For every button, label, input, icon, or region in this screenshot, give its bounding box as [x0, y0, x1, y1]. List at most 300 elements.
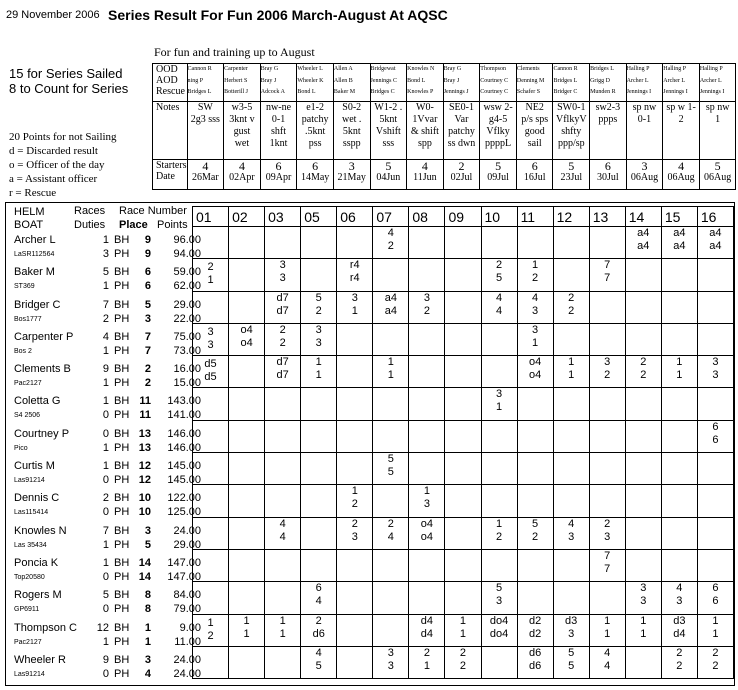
race-result-cell [193, 420, 229, 452]
bh-result: 3 [604, 356, 611, 369]
race-date: 09Jul [487, 172, 509, 183]
duty-name: Botterill J [224, 89, 248, 95]
bh-races-count: 1 [102, 234, 109, 246]
ph-result: 3 [387, 659, 394, 672]
bh-result [229, 388, 264, 401]
note-line: Var [454, 114, 469, 125]
legend-key: 20 Points for not Sailing [9, 131, 117, 143]
race-number-header-cell: 10 [481, 207, 517, 227]
ph-result [626, 337, 661, 350]
race-result-cell [589, 323, 625, 355]
race-result-cell [697, 227, 733, 259]
duty-name: Jennings C [370, 77, 398, 84]
bh-result: 5 [532, 517, 539, 530]
ph-result: 1 [207, 274, 214, 287]
race-result-cell [589, 420, 625, 452]
starters-count: 3 [348, 159, 355, 173]
race-starters-date [699, 160, 736, 190]
ph-result [229, 401, 264, 414]
sailor-row [11, 587, 201, 619]
race-notes [187, 102, 224, 160]
ph-result: 4 [387, 530, 394, 543]
race-result-cell [589, 582, 625, 614]
ph-result: 1 [568, 369, 575, 382]
ph-result: do4 [489, 627, 509, 640]
race-notes [297, 102, 334, 160]
bh-place: 1 [144, 621, 151, 634]
bh-result: 1 [712, 614, 719, 627]
ph-result [590, 498, 625, 511]
bh-result: 1 [676, 356, 683, 369]
race-result-cell [373, 323, 409, 355]
race-result-cell [697, 420, 733, 452]
note-line: SW0-1 [557, 102, 586, 113]
note-line: 1knt [269, 138, 288, 149]
race-result-cell [625, 614, 661, 646]
ph-result [590, 305, 625, 318]
ph-result [445, 337, 480, 350]
race-result-cell [625, 549, 661, 581]
ph-result [590, 434, 625, 447]
race-result-cell [553, 517, 589, 549]
race-result-cell [661, 453, 697, 485]
ph-result [554, 401, 589, 414]
note-line: w3-5 [231, 102, 253, 113]
ph-points: 94.00 [173, 248, 201, 260]
sailor-row [11, 297, 201, 329]
race-result-cell [481, 356, 517, 388]
race-result-cell [193, 291, 229, 323]
race-number-header-cell: 02 [229, 207, 265, 227]
place-header: Place [119, 219, 148, 231]
bh-points: 147.00 [167, 556, 201, 569]
ph-result: d6 [528, 659, 542, 672]
ph-label: PH [114, 603, 130, 616]
race-result-cell [481, 517, 517, 549]
ph-result [518, 595, 553, 608]
bh-result [590, 227, 625, 240]
race-duty-names [699, 64, 736, 102]
ph-result [229, 660, 264, 673]
note-line: g4-5 [488, 114, 508, 125]
note-line: e1-2 [306, 102, 325, 113]
ph-points: 15.00 [173, 377, 201, 390]
ph-result [554, 498, 589, 511]
bh-result [626, 259, 661, 272]
bh-result [301, 550, 336, 563]
ph-result [337, 563, 372, 576]
race-result-cell [553, 582, 589, 614]
ph-result: 2 [532, 530, 539, 543]
bh-result [373, 550, 408, 563]
race-result-cell [265, 356, 301, 388]
table-row [193, 227, 734, 259]
duty-name: Adcock A [260, 89, 285, 95]
starters-count: 6 [604, 159, 611, 173]
bh-result: 4 [676, 582, 683, 595]
bh-result [698, 518, 733, 531]
note-line: ppp/sp [557, 138, 585, 149]
race-result-cell [337, 453, 373, 485]
bh-result: d7 [276, 356, 289, 369]
race-starters-date [553, 160, 590, 190]
scoring-key-legend [9, 130, 117, 200]
ph-result: 1 [387, 369, 394, 382]
note-line: W1-2 . [374, 102, 403, 113]
race-result-cell [229, 291, 265, 323]
helm-name: Poncia K [14, 556, 59, 569]
bh-label: BH [114, 621, 130, 634]
race-result-cell [625, 420, 661, 452]
race-result-cell [517, 646, 553, 678]
race-result-cell [445, 614, 481, 646]
bh-result: 5 [495, 582, 503, 595]
race-result-cell [337, 227, 373, 259]
bh-result [554, 485, 589, 498]
race-result-cell [373, 259, 409, 291]
bh-label: BH [114, 266, 130, 279]
bh-result [409, 259, 444, 272]
ph-result [193, 307, 228, 320]
ph-result [698, 272, 733, 285]
table-row [193, 614, 734, 646]
bh-result [554, 259, 589, 272]
boat-id: S4 2506 [14, 412, 41, 420]
bh-place: 9 [144, 234, 151, 246]
bh-place: 3 [144, 524, 151, 537]
race-result-cell [661, 582, 697, 614]
bh-result [445, 453, 480, 466]
race-result-cell [589, 614, 625, 646]
bh-result [554, 388, 589, 401]
race-result-cell [229, 227, 265, 259]
note-line: spp [417, 138, 432, 149]
race-result-cell [229, 356, 265, 388]
helm-name: Knowles N [14, 524, 67, 537]
duty-name: Jennings I [699, 89, 725, 95]
ph-result [662, 531, 697, 544]
races-header: Races [74, 205, 106, 217]
series-count-legend [9, 66, 128, 96]
bh-result [554, 227, 589, 240]
helm-name: Carpenter P [14, 330, 74, 343]
race-number-header-cell: 01 [193, 207, 229, 227]
ph-place: 4 [144, 667, 151, 680]
race-result-cell [301, 420, 337, 452]
bh-result [590, 582, 625, 595]
bh-result [698, 453, 733, 466]
bh-races-count: 5 [102, 589, 109, 602]
race-result-cell [337, 356, 373, 388]
ph-result: 1 [315, 369, 322, 382]
race-result-cell [445, 323, 481, 355]
bh-result: 1 [532, 259, 539, 272]
bh-result [373, 421, 408, 434]
bh-result [626, 485, 661, 498]
ph-points: 24.00 [173, 667, 201, 680]
bh-result: 4 [495, 291, 503, 304]
race-result-cell [409, 259, 445, 291]
bh-result: 1 [243, 614, 250, 627]
race-result-cell [517, 420, 553, 452]
race-results-grid [192, 206, 734, 679]
table-row [193, 646, 734, 678]
race-result-cell [553, 291, 589, 323]
ph-result: 2 [315, 304, 322, 317]
ph-result: 3 [207, 338, 214, 351]
race-result-cell [553, 614, 589, 646]
race-result-cell [625, 646, 661, 678]
bh-result [662, 485, 697, 498]
bh-result: d3 [565, 614, 578, 627]
ph-duties-count: 1 [102, 344, 109, 357]
race-result-cell [697, 323, 733, 355]
bh-result [590, 324, 625, 337]
ph-result [337, 369, 372, 382]
ph-duties-count: 1 [102, 635, 109, 648]
ph-result [265, 401, 300, 414]
bh-races-count: 1 [102, 460, 109, 473]
ph-result: 4 [495, 304, 503, 317]
ph-place: 14 [138, 570, 151, 583]
race-result-cell [445, 453, 481, 485]
race-result-cell [697, 259, 733, 291]
bh-result: 3 [315, 323, 322, 336]
ph-result: a4 [673, 240, 686, 252]
ph-result: 4 [279, 530, 286, 543]
bh-place: 5 [144, 298, 151, 311]
ph-result [229, 272, 264, 285]
race-result-cell [301, 227, 337, 259]
helm-name: Rogers M [14, 589, 62, 602]
ph-result: 1 [459, 627, 467, 640]
race-result-cell [697, 453, 733, 485]
race-result-cell [589, 646, 625, 678]
race-result-cell [409, 388, 445, 420]
bh-result [445, 356, 480, 369]
bh-result [445, 421, 480, 434]
bh-label: BH [114, 330, 130, 343]
starters-count: 5 [714, 159, 721, 173]
table-row [193, 453, 734, 485]
race-date: 06Aug [630, 172, 659, 183]
bh-result: d6 [528, 646, 542, 659]
race-result-cell [625, 582, 661, 614]
note-line: shft [271, 126, 287, 137]
bh-result: 3 [207, 325, 214, 338]
ph-result [373, 498, 408, 511]
bh-result: 4 [315, 646, 322, 659]
ph-result [373, 563, 408, 576]
ph-result [337, 401, 372, 414]
race-result-cell [409, 582, 445, 614]
ph-label: PH [114, 377, 130, 390]
bh-result [337, 550, 372, 563]
ph-result: 5 [495, 272, 503, 285]
duty-name: Munden R [590, 89, 616, 95]
race-result-cell [661, 356, 697, 388]
race-notes [590, 102, 627, 160]
race-result-cell [625, 259, 661, 291]
note-line: shfty [561, 126, 582, 137]
bh-result [193, 455, 228, 468]
race-result-cell [661, 549, 697, 581]
ph-place: 9 [144, 248, 151, 260]
race-result-cell [481, 323, 517, 355]
race-result-cell [517, 485, 553, 517]
race-result-cell [445, 646, 481, 678]
bh-result [337, 324, 372, 337]
ph-result: 1 [532, 336, 539, 349]
bh-races-count: 2 [102, 492, 109, 505]
duty-name: Wheeler L [297, 66, 323, 72]
bh-result [337, 227, 372, 240]
ph-result [265, 563, 300, 576]
race-result-cell [517, 356, 553, 388]
bh-result: 2 [207, 261, 214, 274]
bh-result [662, 453, 697, 466]
race-number-header-cell: 11 [517, 207, 553, 227]
ph-result: 5 [315, 659, 322, 672]
bh-result [409, 421, 444, 434]
ph-result [445, 531, 480, 544]
ph-result [626, 434, 661, 447]
note-line: 1Vvar [412, 114, 438, 125]
ph-result: 3 [568, 530, 575, 543]
race-notes [663, 102, 700, 160]
race-result-cell [481, 549, 517, 581]
race-result-cell [193, 614, 229, 646]
bh-result [445, 518, 480, 531]
bh-result [482, 227, 517, 240]
race-result-cell [229, 453, 265, 485]
ph-result [301, 563, 336, 576]
race-result-cell [517, 453, 553, 485]
bh-result: 3 [279, 259, 286, 272]
race-result-cell [229, 646, 265, 678]
bh-result [626, 647, 661, 660]
race-result-cell [193, 259, 229, 291]
race-result-cell [373, 227, 409, 259]
note-line: patchy [448, 126, 475, 137]
duty-name: Bridger C [553, 89, 578, 95]
race-result-cell [301, 356, 337, 388]
ph-place: 11 [139, 409, 151, 422]
race-result-cell [553, 485, 589, 517]
bh-result [337, 388, 372, 401]
race-info-table [152, 63, 736, 190]
note-line: gust [233, 126, 251, 137]
ph-result [193, 242, 228, 255]
bh-result [626, 453, 661, 466]
bh-points: 24.00 [173, 653, 201, 666]
ph-result [482, 337, 517, 350]
bh-result [193, 520, 228, 533]
race-starters-date [480, 160, 517, 190]
bh-result: 2 [387, 517, 394, 530]
ph-result [518, 240, 553, 253]
note-line: 0-1 [271, 114, 286, 125]
bh-result: 1 [640, 614, 647, 627]
bh-result [662, 518, 697, 531]
note-line: 3knt v [229, 114, 255, 125]
race-result-cell [409, 227, 445, 259]
race-result-cell [337, 420, 373, 452]
race-result-cell [697, 291, 733, 323]
bh-points: 16.00 [173, 363, 201, 376]
race-result-cell [409, 420, 445, 452]
report-title: Series Result For Fun 2006 March-August At AQSC [108, 7, 448, 23]
race-result-cell [193, 323, 229, 355]
race-result-cell [301, 517, 337, 549]
ph-duties-count: 0 [102, 409, 109, 422]
ph-result [193, 597, 228, 610]
bh-result: 2 [279, 323, 286, 336]
duty-name: Bond L [407, 77, 426, 84]
bh-result: 2 [640, 356, 647, 369]
race-starters-date [407, 160, 444, 190]
starters-count: 5 [385, 159, 392, 173]
bh-result [229, 518, 264, 531]
race-duty-names [297, 64, 334, 102]
ph-result [373, 337, 408, 350]
duties-header: Duties [74, 219, 106, 231]
ph-duties-count: 0 [102, 506, 109, 519]
bh-result [301, 388, 336, 401]
ph-result [698, 401, 733, 414]
bh-label: BH [114, 460, 130, 473]
bh-result [373, 582, 408, 595]
bh-result: d3 [673, 614, 686, 627]
race-date: 06Aug [667, 172, 695, 183]
bh-races-count: 12 [96, 621, 109, 634]
race-result-cell [301, 614, 337, 646]
race-notes [516, 102, 553, 160]
ph-result [229, 595, 264, 608]
ph-result: 4 [604, 659, 611, 672]
race-starters-date [224, 160, 261, 190]
bh-result [445, 259, 480, 272]
bh-result [229, 356, 264, 369]
race-result-cell [589, 485, 625, 517]
ph-label: PH [114, 344, 130, 357]
bh-result: 2 [676, 646, 683, 659]
race-result-cell [229, 485, 265, 517]
race-result-cell [193, 356, 229, 388]
bh-result [482, 453, 517, 466]
boat-id: Las115414 [14, 509, 49, 517]
ph-result [301, 401, 336, 414]
bh-result [626, 388, 661, 401]
race-result-cell [301, 549, 337, 581]
bh-result: a4 [384, 291, 397, 304]
legend-key: a = Assistant officer [9, 173, 98, 185]
bh-place: 11 [139, 395, 151, 408]
race-result-cell [337, 323, 373, 355]
ph-result: 1 [640, 627, 647, 640]
race-result-cell [265, 614, 301, 646]
note-line: sail [527, 138, 542, 149]
note-line: nw-ne [266, 102, 292, 113]
note-line: 5knt [342, 126, 361, 137]
bh-result [409, 388, 444, 401]
bh-result [193, 423, 228, 436]
race-result-cell [589, 259, 625, 291]
ph-result [662, 272, 697, 285]
bh-label: BH [114, 363, 130, 376]
duty-name: Baker M [333, 89, 356, 95]
ph-result [590, 337, 625, 350]
